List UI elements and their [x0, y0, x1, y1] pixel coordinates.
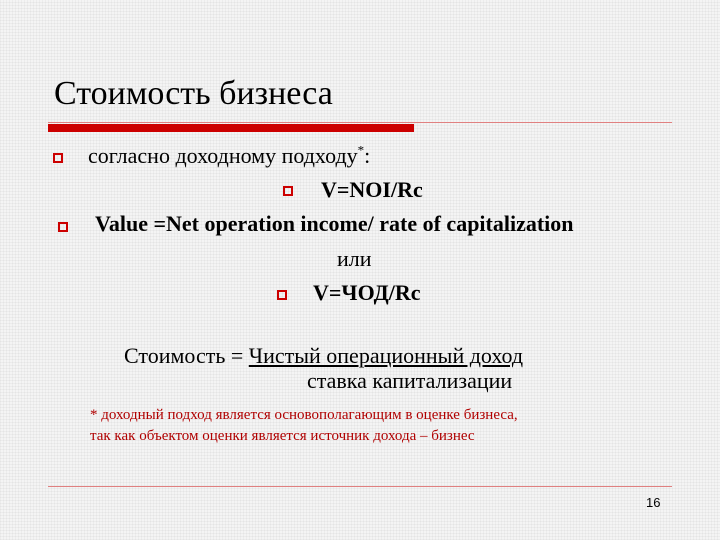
page-number: 16 — [646, 495, 661, 510]
bullet-1 — [88, 143, 370, 169]
bullet-square-icon — [53, 153, 63, 163]
bullet-square-icon — [58, 222, 68, 232]
footnote-line-1: * доходный подход является основополагающим в оценке бизнеса, — [90, 407, 518, 423]
slide-title: Стоимость бизнеса — [54, 75, 333, 112]
bullet-square-icon — [277, 290, 287, 300]
formula-lhs: Стоимость = — [124, 343, 249, 368]
formula-denominator: ставка капитализации — [307, 368, 513, 393]
footnote-line-2: так как объектом оценки является источник дохода – бизнес — [90, 428, 475, 444]
or-text: или — [337, 246, 372, 271]
title-thin-rule — [48, 122, 672, 123]
footer-rule — [48, 486, 672, 487]
bullet-square-icon — [283, 186, 293, 196]
formula-line — [124, 343, 523, 369]
bullet-2: Value =Net operation income/ rate of capitalization — [95, 211, 574, 236]
formula-numerator: Чистый операционный доход — [248, 343, 524, 368]
bullet-1-text: согласно доходному подходу — [88, 143, 358, 168]
bullet-1-suffix: : — [364, 143, 371, 168]
sub-bullet-1: V=NOI/Rc — [321, 177, 423, 202]
title-red-rule — [48, 124, 414, 132]
footnote-marker: * — [357, 142, 365, 158]
sub-bullet-2: V=ЧОД/Rc — [313, 280, 421, 305]
